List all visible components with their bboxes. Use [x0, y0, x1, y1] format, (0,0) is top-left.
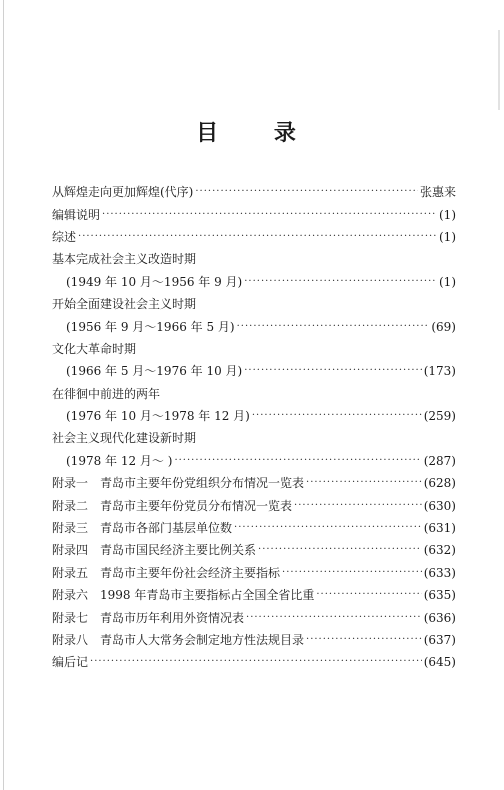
toc-entry-label: 社会主义现代化建设新时期: [52, 431, 197, 446]
toc-entry-label: 编辑说明: [52, 207, 101, 222]
toc-entry-label: (1949 年 10 月～1956 年 9 月): [66, 274, 243, 289]
toc-entry-label: 附录六 1998 年青岛市主要指标占全国全省比重: [52, 588, 315, 603]
toc-entry: [52, 494, 456, 516]
toc-entry: [52, 606, 456, 628]
toc-entry: [52, 360, 456, 382]
page-edge-right: [498, 30, 500, 110]
toc-entry: [52, 338, 456, 360]
toc-entry: [52, 629, 456, 651]
toc-entry-label: 从辉煌走向更加辉煌(代序): [52, 185, 194, 200]
page-title: 目 录: [196, 121, 320, 146]
toc-entry-label: (1978 年 12 月～ ): [66, 453, 173, 468]
toc-entry: [52, 584, 456, 606]
toc-entry-label: 附录七 青岛市历年利用外资情况表: [52, 610, 245, 625]
toc-entry-label: (1956 年 9 月～1966 年 5 月): [66, 319, 235, 334]
toc-entry-page: (259): [423, 409, 456, 424]
toc-entry-label: 附录一 青岛市主要年份党组织分布情况一览表: [52, 476, 305, 491]
toc-entry-page: (636): [423, 610, 456, 625]
toc-entry-page: (69): [431, 319, 456, 334]
toc-entry-page: (637): [423, 633, 456, 647]
toc-entry: [52, 539, 456, 561]
toc-leader-dots: [294, 499, 422, 513]
toc-entry-label: 文化大革命时期: [52, 341, 137, 356]
toc-entry-page: (1): [439, 274, 456, 289]
toc-entry-page: (1): [439, 207, 456, 222]
toc-entry: [52, 472, 456, 494]
toc-entry: [52, 248, 456, 270]
toc-leader-dots: [252, 409, 422, 423]
toc-leader-dots: [102, 208, 437, 222]
toc-entry: [52, 651, 456, 673]
toc-entry-page: (632): [423, 543, 456, 558]
toc-entry: [52, 562, 456, 584]
toc-entry: [52, 315, 456, 337]
toc-entry: [52, 226, 456, 248]
toc-entry-page: (287): [423, 453, 456, 468]
toc-entry: [52, 450, 456, 472]
toc-leader-dots: [306, 633, 422, 647]
toc-entry: [52, 427, 456, 449]
toc-entry-label: 附录三 青岛市各部门基层单位数: [52, 521, 233, 536]
toc-entry: [52, 271, 456, 293]
toc-entry: [52, 383, 456, 405]
toc-leader-dots: [90, 655, 422, 669]
toc-leader-dots: [316, 588, 421, 602]
toc-entry-label: (1976 年 10 月～1978 年 12 月): [66, 409, 250, 424]
table-of-contents: [52, 181, 456, 674]
toc-leader-dots: [234, 521, 422, 535]
toc-leader-dots: [174, 454, 421, 468]
toc-entry-label: 附录八 青岛市人大常务会制定地方性法规目录: [52, 633, 305, 647]
toc-leader-dots: [78, 230, 437, 244]
toc-leader-dots: [244, 275, 437, 289]
toc-entry-label: 综述: [52, 229, 77, 244]
toc-leader-dots: [237, 320, 430, 334]
toc-leader-dots: [282, 566, 422, 580]
toc-entry-label: 基本完成社会主义改造时期: [52, 252, 197, 267]
toc-entry: [52, 405, 456, 427]
toc-entry-label: 附录五 青岛市主要年份社会经济主要指标: [52, 565, 281, 580]
toc-entry-label: (1966 年 5 月～1976 年 10 月): [66, 364, 243, 379]
toc-entry: [52, 293, 456, 315]
toc-entry-page: (630): [423, 498, 456, 513]
toc-entry-label: 附录二 青岛市主要年份党员分布情况一览表: [52, 498, 293, 513]
toc-entry: [52, 181, 456, 203]
toc-leader-dots: [244, 364, 421, 378]
toc-entry: [52, 517, 456, 539]
toc-entry: [52, 203, 456, 225]
toc-entry-page: (635): [423, 588, 456, 603]
toc-entry-page: (633): [423, 565, 456, 580]
toc-entry-page: (645): [423, 655, 456, 670]
toc-entry-label: 开始全面建设社会主义时期: [52, 297, 197, 312]
toc-entry-page: (173): [423, 364, 456, 379]
toc-entry-page: (631): [423, 521, 456, 536]
toc-entry-label: 编后记: [52, 655, 89, 670]
toc-leader-dots: [306, 476, 422, 490]
toc-entry-page: 张惠来: [419, 185, 456, 200]
toc-entry-label: 在徘徊中前进的两年: [52, 386, 161, 401]
toc-leader-dots: [246, 611, 422, 625]
toc-entry-page: (628): [423, 476, 456, 491]
toc-leader-dots: [195, 185, 418, 199]
toc-entry-page: (1): [439, 229, 456, 244]
toc-leader-dots: [258, 543, 422, 557]
toc-entry-label: 附录四 青岛市国民经济主要比例关系: [52, 543, 257, 558]
